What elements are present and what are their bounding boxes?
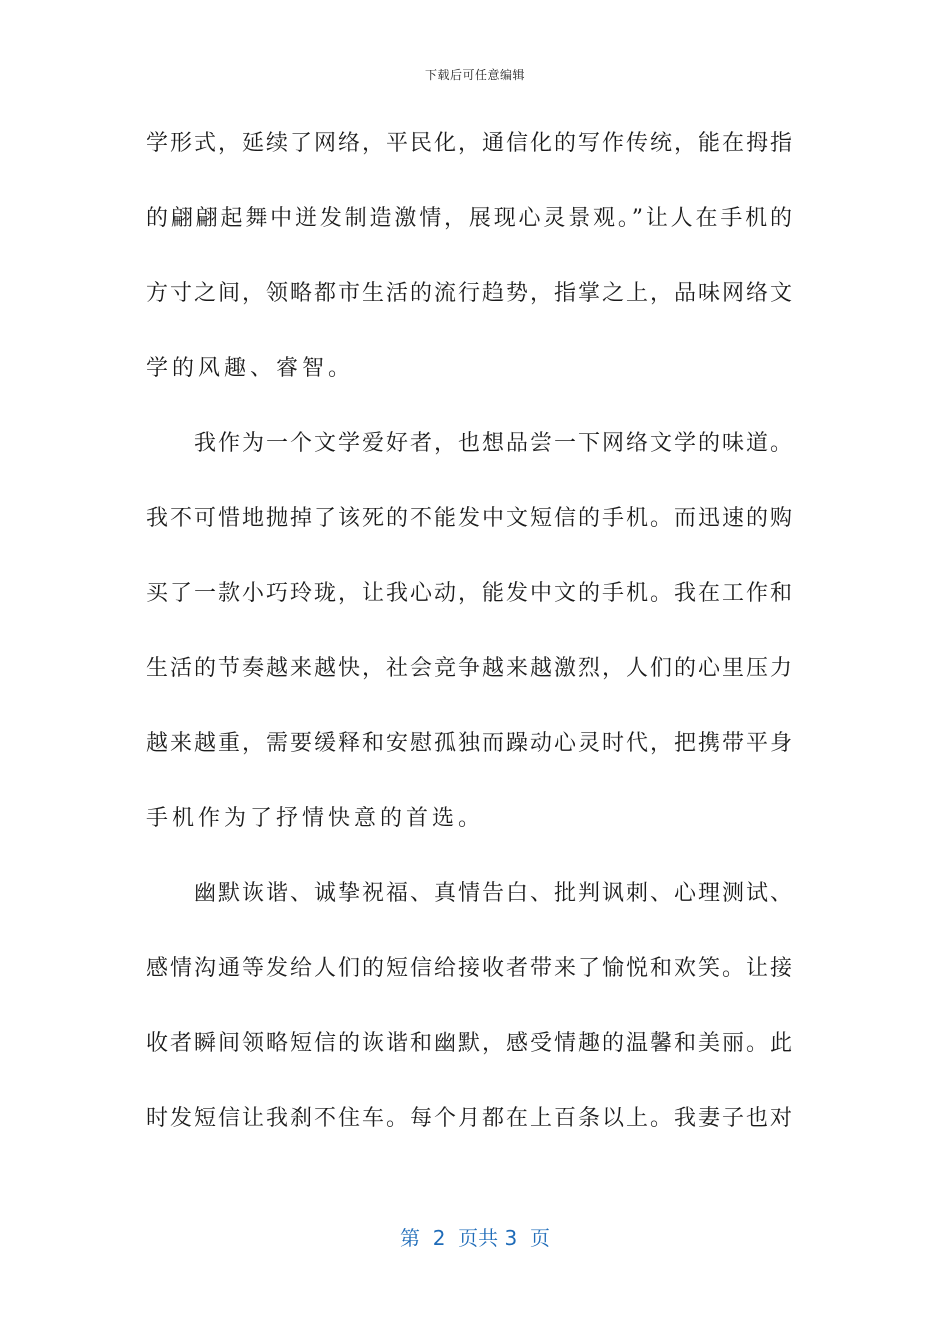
text-line: 我作为一个文学爱好者，也想品尝一下网络文学的味道。: [194, 431, 792, 456]
text-line: 幽默诙谐、诚挚祝福、真情告白、批判讽刺、心理测试、: [194, 881, 792, 906]
text-line: 收者瞬间领略短信的诙谐和幽默，感受情趣的温馨和美丽。此: [146, 1031, 792, 1056]
page-number: 第 2 页共 3 页: [400, 1226, 550, 1250]
paragraph-2: [146, 406, 792, 856]
text-line: 买了一款小巧玲珑，让我心动，能发中文的手机。我在工作和: [146, 581, 792, 606]
text-line: 我不可惜地抛掉了该死的不能发中文短信的手机。而迅速的购: [146, 506, 792, 531]
text-line: 时发短信让我刹不住车。每个月都在上百条以上。我妻子也对: [146, 1106, 792, 1131]
text-line: 学的风趣、睿智。: [146, 356, 355, 381]
text-line: 手机作为了抒情快意的首选。: [146, 806, 485, 831]
text-line: 生活的节奏越来越快，社会竞争越来越激烈，人们的心里压力: [146, 656, 792, 681]
text-line: 感情沟通等发给人们的短信给接收者带来了愉悦和欢笑。让接: [146, 956, 792, 981]
text-line: 学形式，延续了网络，平民化，通信化的写作传统，能在拇指: [146, 131, 792, 156]
paragraph-3: [146, 856, 792, 1156]
paragraph-1: [146, 106, 792, 406]
header-note: 下载后可任意编辑: [424, 68, 525, 82]
text-line: 越来越重，需要缓释和安慰孤独而躁动心灵时代，把携带平身: [146, 731, 792, 756]
text-line: 的翩翩起舞中迸发制造激情，展现心灵景观。”让人在手机的: [146, 206, 792, 231]
text-line: 方寸之间，领略都市生活的流行趋势，指掌之上，品味网络文: [146, 281, 792, 306]
document-body: [146, 106, 792, 1156]
